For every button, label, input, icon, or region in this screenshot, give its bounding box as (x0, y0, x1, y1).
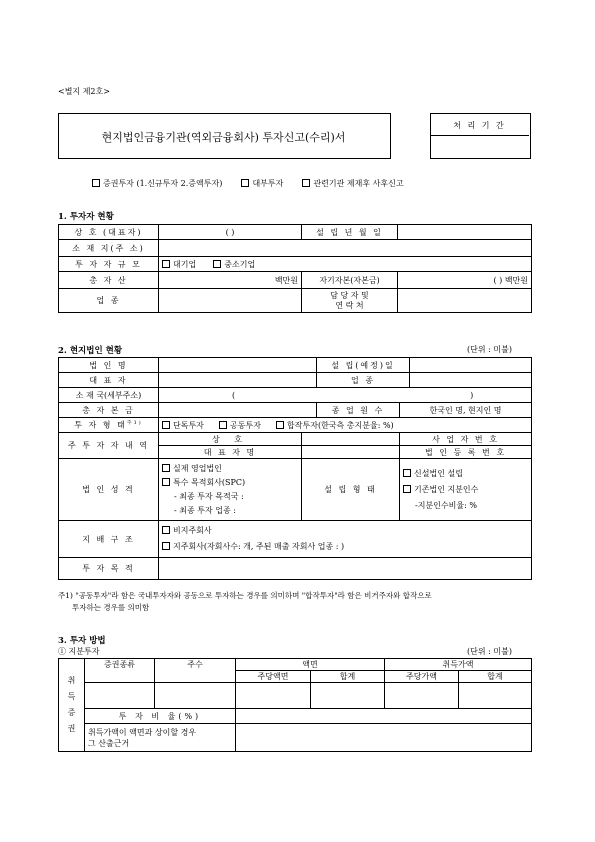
ratio-value[interactable] (236, 709, 532, 724)
establish-option-existing[interactable]: 기존법인 지분인수 (403, 482, 528, 498)
col-security-type: 증권종류 (85, 659, 155, 683)
cell-security-type[interactable] (85, 683, 155, 709)
corp-name-value[interactable] (159, 358, 317, 373)
corp-employees-value[interactable]: 한국인 명, 현지인 명 (400, 403, 532, 418)
investor-founded-value[interactable] (398, 225, 532, 240)
corp-nature-options (159, 459, 302, 521)
checkbox-icon (162, 260, 170, 268)
corp-invest-form-options (159, 418, 532, 433)
control-option-non-holding[interactable]: 비지주회사 (162, 523, 528, 539)
control-option-holding[interactable]: 지주회사(자회사수: 개, 주된 매출 자회사 업종 : ) (162, 539, 528, 555)
investor-assets-label: 총 자 산 (59, 272, 159, 289)
col-acquisition-value: 취득가액 (385, 659, 532, 671)
section3-heading: 3. 투자 방법 (58, 636, 106, 646)
co-investor-rep-value[interactable] (302, 446, 400, 459)
col-acq-total: 합계 (459, 671, 532, 683)
corp-capital-value[interactable] (159, 403, 317, 418)
investor-contact-value[interactable] (398, 289, 532, 313)
cell-acq-per-share[interactable] (385, 683, 459, 709)
section2-heading: 2. 현지법인 현황 (58, 346, 123, 356)
investor-address-label: 소 재 지(주 소) (59, 240, 159, 257)
establish-ratio[interactable]: -지분인수비율: % (415, 500, 477, 510)
difference-basis-label: 취득가액이 액면과 상이할 경우 그 산출근거 (85, 724, 236, 752)
co-investor-bizno-label: 사 업 자 번 호 (400, 433, 532, 446)
establish-option-new[interactable]: 신설법인 설립 (403, 466, 528, 482)
purpose-value[interactable] (159, 558, 532, 580)
checkbox-icon (403, 469, 411, 477)
type-option-securities[interactable]: 증권투자 (1.신규투자 2.증액투자) (92, 179, 222, 188)
col-acq-per-share: 주당가액 (385, 671, 459, 683)
acquired-securities-label: 취 득 증 권 (59, 659, 85, 752)
corp-founded-label: 설 립(예정)일 (317, 358, 410, 373)
invest-option-jv[interactable]: 합작투자(한국측 총지분율: %) (276, 421, 394, 430)
checkbox-icon (403, 485, 411, 493)
checkbox-icon (241, 179, 249, 187)
corp-invest-form-label: 투 자 형 태$^{주1)}$ (59, 418, 159, 433)
investor-name-value[interactable]: ( ) (159, 225, 302, 240)
co-investor-label: 주 투 자 자 내 역 (59, 433, 159, 459)
establish-form-options (400, 459, 532, 521)
co-investor-name-value[interactable] (302, 433, 400, 446)
type-option-post-report[interactable]: 관련기관 제재후 사후신고 (302, 179, 403, 188)
invest-option-joint[interactable]: 공동투자 (219, 421, 261, 430)
co-investor-corpno-label: 법 인 등 록 번 호 (400, 446, 532, 459)
checkbox-icon (276, 421, 284, 429)
section2-unit: (단위 : 미불) (467, 345, 512, 354)
corp-founded-value[interactable] (410, 358, 532, 373)
section3-unit: (단위 : 미불) (467, 647, 512, 656)
corp-employees-label: 종 업 원 수 (317, 403, 400, 418)
nature-spc-industry[interactable]: - 최종 투자 업종 : (174, 506, 236, 515)
cell-face-total[interactable] (311, 683, 385, 709)
corp-rep-label: 대 표 자 (59, 373, 159, 388)
co-investor-rep-label: 대 표 자 명 (159, 446, 302, 459)
scale-option-small[interactable]: 중소기업 (213, 260, 255, 269)
section3-sub1: ① 지분투자 (58, 647, 100, 656)
col-face-value: 액면 (236, 659, 385, 671)
invest-option-single[interactable]: 단독투자 (162, 421, 204, 430)
control-label: 지 배 구 조 (59, 521, 159, 558)
corp-country-label: 소 재 국(세부주소) (59, 388, 159, 403)
type-options (92, 178, 404, 189)
processing-period-label: 처 리 기 간 (453, 121, 506, 130)
checkbox-icon (162, 421, 170, 429)
col-face-total: 합계 (311, 671, 385, 683)
checkbox-icon (213, 260, 221, 268)
corp-industry-label: 업 종 (317, 373, 410, 388)
section1-heading: 1. 투자자 현황 (58, 212, 114, 222)
investor-assets-value[interactable]: 백만원 (159, 272, 302, 289)
footnote-line-1: 주1) "공동투자"라 함은 국내투자자와 공동으로 투자하는 경우를 의미하며 "합작투자"라 함은 비거주자와 합작으로 (58, 591, 432, 600)
col-face-per-share: 주당액면 (236, 671, 311, 683)
page-title: 현지법인금융기관(역외금융회사) 투자신고(수리)서 (101, 131, 346, 144)
footnote-line-2: 투자하는 경우를 의미함 (72, 603, 150, 612)
checkbox-icon (302, 179, 310, 187)
investor-name-label: 상 호 (대표자) (59, 225, 159, 240)
control-options (159, 521, 532, 558)
co-investor-name-label: 상 호 (159, 433, 302, 446)
investor-equity-label: 자기자본(자본금) (302, 272, 398, 289)
corp-industry-value[interactable] (410, 373, 532, 388)
form-code: <별지 제2호> (58, 87, 110, 96)
cell-acq-total[interactable] (459, 683, 532, 709)
investor-founded-label: 설 립 년 월 일 (302, 225, 398, 240)
ratio-label: 투 자 비 율(%) (85, 709, 236, 724)
equity-investment-table (58, 658, 532, 752)
investor-equity-value[interactable]: ( ) 백만원 (398, 272, 532, 289)
corp-country-value[interactable]: ( ) (159, 388, 532, 403)
corp-nature-label: 법 인 성 격 (59, 459, 159, 521)
investor-scale-label: 투 자 자 규 모 (59, 257, 159, 272)
checkbox-icon (162, 464, 170, 472)
establish-form-label: 설 립 형 태 (302, 459, 400, 521)
col-shares: 주수 (155, 659, 236, 683)
investor-address-value[interactable] (159, 240, 532, 257)
type-option-loan[interactable]: 대부투자 (241, 179, 283, 188)
nature-option-real[interactable]: 실제 영업법인 (162, 462, 298, 476)
corp-capital-label: 총 자 본 금 (59, 403, 159, 418)
investor-industry-label: 업 종 (59, 289, 159, 313)
nature-option-spc[interactable]: 특수 목적회사(SPC) (162, 476, 298, 490)
checkbox-icon (219, 421, 227, 429)
cell-shares[interactable] (155, 683, 236, 709)
local-corp-table (58, 357, 532, 580)
scale-option-large[interactable]: 대기업 (162, 260, 196, 269)
investor-contact-label: 담 당 자 및 연 락 처 (302, 289, 398, 313)
checkbox-icon (162, 526, 170, 534)
cell-face-per-share[interactable] (236, 683, 311, 709)
corp-rep-value[interactable] (159, 373, 317, 388)
nature-spc-country[interactable]: - 최종 투자 목적국 : (174, 492, 244, 501)
purpose-label: 투 자 목 적 (59, 558, 159, 580)
investor-industry-value[interactable] (159, 289, 302, 313)
checkbox-icon (162, 542, 170, 550)
investor-table (58, 224, 532, 313)
difference-basis-value[interactable] (236, 724, 532, 752)
investor-scale-options (159, 257, 532, 272)
checkbox-icon (162, 478, 170, 486)
checkbox-icon (92, 179, 100, 187)
corp-name-label: 법 인 명 (59, 358, 159, 373)
